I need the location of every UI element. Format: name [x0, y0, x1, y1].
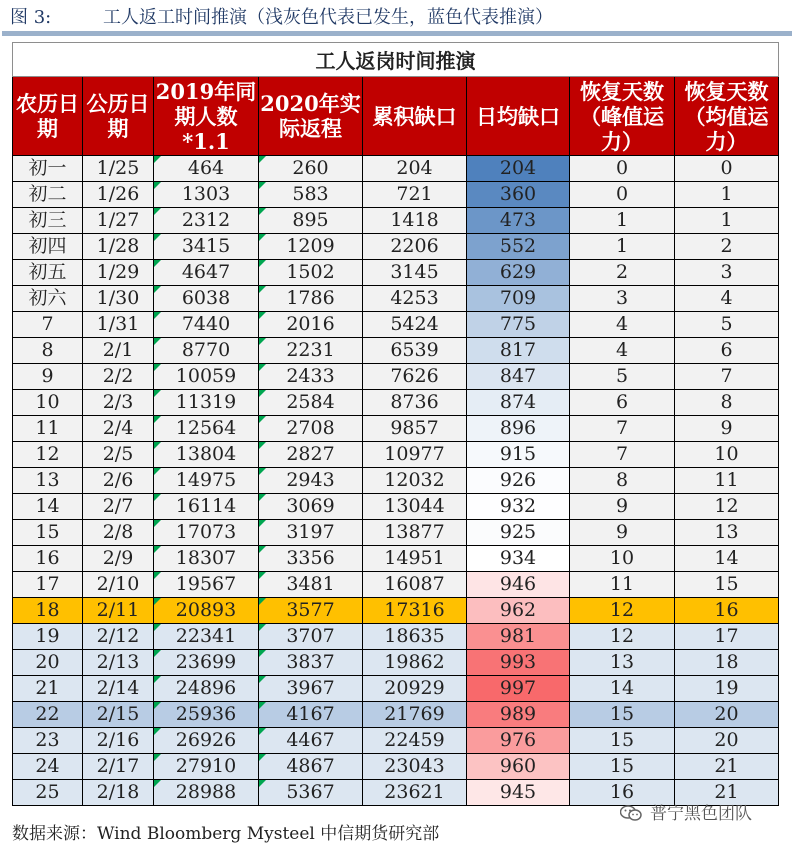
cell-daily-gap: 981	[467, 624, 570, 650]
table-row	[13, 390, 779, 416]
cell-daily-gap: 775	[467, 312, 570, 338]
cell-cumulative-gap: 14951	[363, 546, 467, 572]
cell-2019-same-period: 464	[154, 156, 259, 182]
cell-recovery-peak: 15	[570, 754, 675, 780]
table-row	[13, 156, 779, 182]
cell-lunar-date: 20	[13, 650, 83, 676]
watermark-text: 普宁黑色团队	[650, 804, 752, 824]
cell-daily-gap: 997	[467, 676, 570, 702]
cell-daily-gap: 934	[467, 546, 570, 572]
cell-daily-gap: 874	[467, 390, 570, 416]
cell-solar-date: 2/12	[83, 624, 154, 650]
cell-recovery-average: 5	[675, 312, 779, 338]
cell-recovery-peak: 7	[570, 442, 675, 468]
cell-recovery-peak: 9	[570, 520, 675, 546]
cell-daily-gap: 629	[467, 260, 570, 286]
header-lunar-date: 农历日期	[13, 77, 83, 156]
cell-lunar-date: 14	[13, 494, 83, 520]
table-row	[13, 234, 779, 260]
cell-lunar-date: 24	[13, 754, 83, 780]
cell-lunar-date: 23	[13, 728, 83, 754]
cell-cumulative-gap: 9857	[363, 416, 467, 442]
header-recovery-average: 恢复天数（均值运力）	[675, 77, 779, 156]
cell-cumulative-gap: 23621	[363, 780, 467, 806]
cell-2019-same-period: 28988	[154, 780, 259, 806]
cell-cumulative-gap: 10977	[363, 442, 467, 468]
table-row	[13, 624, 779, 650]
cell-lunar-date: 初一	[13, 156, 83, 182]
cell-daily-gap: 926	[467, 468, 570, 494]
figure-label: 图 3:	[10, 7, 52, 28]
cell-recovery-average: 18	[675, 650, 779, 676]
cell-daily-gap: 989	[467, 702, 570, 728]
cell-solar-date: 2/14	[83, 676, 154, 702]
cell-solar-date: 2/16	[83, 728, 154, 754]
cell-recovery-peak: 1	[570, 234, 675, 260]
cell-lunar-date: 9	[13, 364, 83, 390]
cell-recovery-peak: 4	[570, 312, 675, 338]
table-row	[13, 208, 779, 234]
cell-2019-same-period: 14975	[154, 468, 259, 494]
header-cumulative-gap: 累积缺口	[363, 77, 467, 156]
cell-recovery-peak: 2	[570, 260, 675, 286]
table-row	[13, 338, 779, 364]
cell-recovery-average: 14	[675, 546, 779, 572]
table-row	[13, 442, 779, 468]
cell-recovery-average: 9	[675, 416, 779, 442]
cell-2020-actual-return: 2584	[259, 390, 363, 416]
cell-recovery-peak: 15	[570, 728, 675, 754]
cell-lunar-date: 18	[13, 598, 83, 624]
cell-solar-date: 2/8	[83, 520, 154, 546]
cell-solar-date: 1/28	[83, 234, 154, 260]
cell-2019-same-period: 17073	[154, 520, 259, 546]
cell-cumulative-gap: 2206	[363, 234, 467, 260]
cell-cumulative-gap: 8736	[363, 390, 467, 416]
cell-2019-same-period: 7440	[154, 312, 259, 338]
cell-2019-same-period: 23699	[154, 650, 259, 676]
cell-solar-date: 1/25	[83, 156, 154, 182]
table-row	[13, 468, 779, 494]
table-row	[13, 572, 779, 598]
cell-2020-actual-return: 4867	[259, 754, 363, 780]
cell-solar-date: 1/29	[83, 260, 154, 286]
table-row	[13, 520, 779, 546]
table-row	[13, 416, 779, 442]
cell-recovery-average: 11	[675, 468, 779, 494]
cell-daily-gap: 962	[467, 598, 570, 624]
cell-lunar-date: 12	[13, 442, 83, 468]
cell-recovery-peak: 0	[570, 156, 675, 182]
cell-recovery-peak: 4	[570, 338, 675, 364]
cell-recovery-average: 4	[675, 286, 779, 312]
cell-lunar-date: 11	[13, 416, 83, 442]
table-row	[13, 650, 779, 676]
cell-recovery-average: 12	[675, 494, 779, 520]
cell-2019-same-period: 24896	[154, 676, 259, 702]
cell-lunar-date: 10	[13, 390, 83, 416]
cell-solar-date: 2/17	[83, 754, 154, 780]
cell-2020-actual-return: 260	[259, 156, 363, 182]
table-body	[13, 156, 779, 806]
cell-recovery-peak: 12	[570, 598, 675, 624]
cell-cumulative-gap: 19862	[363, 650, 467, 676]
cell-recovery-average: 21	[675, 754, 779, 780]
cell-daily-gap: 473	[467, 208, 570, 234]
cell-2019-same-period: 4647	[154, 260, 259, 286]
cell-solar-date: 1/26	[83, 182, 154, 208]
cell-2020-actual-return: 1786	[259, 286, 363, 312]
cell-recovery-peak: 11	[570, 572, 675, 598]
cell-lunar-date: 7	[13, 312, 83, 338]
table-row	[13, 702, 779, 728]
cell-recovery-average: 6	[675, 338, 779, 364]
cell-2019-same-period: 12564	[154, 416, 259, 442]
table-row	[13, 286, 779, 312]
cell-solar-date: 2/13	[83, 650, 154, 676]
cell-daily-gap: 817	[467, 338, 570, 364]
cell-recovery-average: 16	[675, 598, 779, 624]
cell-2020-actual-return: 2827	[259, 442, 363, 468]
cell-2020-actual-return: 3481	[259, 572, 363, 598]
cell-cumulative-gap: 13877	[363, 520, 467, 546]
header-solar-date: 公历日期	[83, 77, 154, 156]
cell-recovery-average: 13	[675, 520, 779, 546]
cell-2020-actual-return: 2016	[259, 312, 363, 338]
cell-cumulative-gap: 13044	[363, 494, 467, 520]
cell-lunar-date: 初二	[13, 182, 83, 208]
cell-lunar-date: 初四	[13, 234, 83, 260]
cell-cumulative-gap: 22459	[363, 728, 467, 754]
table-row	[13, 494, 779, 520]
cell-2019-same-period: 22341	[154, 624, 259, 650]
cell-recovery-peak: 10	[570, 546, 675, 572]
cell-2019-same-period: 25936	[154, 702, 259, 728]
cell-2019-same-period: 16114	[154, 494, 259, 520]
cell-solar-date: 2/1	[83, 338, 154, 364]
cell-recovery-average: 8	[675, 390, 779, 416]
table-row	[13, 260, 779, 286]
cell-cumulative-gap: 23043	[363, 754, 467, 780]
cell-solar-date: 2/2	[83, 364, 154, 390]
cell-2019-same-period: 10059	[154, 364, 259, 390]
cell-recovery-peak: 7	[570, 416, 675, 442]
cell-2019-same-period: 13804	[154, 442, 259, 468]
cell-recovery-average: 10	[675, 442, 779, 468]
cell-cumulative-gap: 6539	[363, 338, 467, 364]
cell-2019-same-period: 8770	[154, 338, 259, 364]
cell-2020-actual-return: 895	[259, 208, 363, 234]
cell-recovery-average: 3	[675, 260, 779, 286]
cell-2020-actual-return: 2708	[259, 416, 363, 442]
cell-recovery-average: 21	[675, 780, 779, 806]
cell-2019-same-period: 6038	[154, 286, 259, 312]
cell-2020-actual-return: 4467	[259, 728, 363, 754]
source-note: 数据来源：Wind Bloomberg Mysteel 中信期货研究部	[12, 824, 440, 844]
table-row	[13, 676, 779, 702]
cell-2020-actual-return: 3356	[259, 546, 363, 572]
cell-recovery-average: 15	[675, 572, 779, 598]
cell-daily-gap: 847	[467, 364, 570, 390]
cell-2020-actual-return: 1502	[259, 260, 363, 286]
table-caption: 工人返岗时间推演	[13, 43, 779, 77]
cell-recovery-peak: 14	[570, 676, 675, 702]
cell-recovery-peak: 3	[570, 286, 675, 312]
table-row	[13, 182, 779, 208]
cell-solar-date: 1/30	[83, 286, 154, 312]
cell-recovery-average: 0	[675, 156, 779, 182]
cell-solar-date: 1/27	[83, 208, 154, 234]
cell-recovery-average: 20	[675, 702, 779, 728]
cell-daily-gap: 709	[467, 286, 570, 312]
cell-cumulative-gap: 12032	[363, 468, 467, 494]
cell-daily-gap: 204	[467, 156, 570, 182]
cell-cumulative-gap: 21769	[363, 702, 467, 728]
cell-recovery-peak: 9	[570, 494, 675, 520]
cell-solar-date: 2/11	[83, 598, 154, 624]
cell-recovery-peak: 5	[570, 364, 675, 390]
cell-2020-actual-return: 2943	[259, 468, 363, 494]
cell-daily-gap: 552	[467, 234, 570, 260]
cell-2019-same-period: 20893	[154, 598, 259, 624]
cell-daily-gap: 960	[467, 754, 570, 780]
header-2019-same-period: 2019年同期人数*1.1	[154, 77, 259, 156]
cell-lunar-date: 15	[13, 520, 83, 546]
cell-2019-same-period: 11319	[154, 390, 259, 416]
figure-caption: 工人返工时间推演（浅灰色代表已发生，蓝色代表推演）	[103, 7, 553, 28]
cell-2020-actual-return: 5367	[259, 780, 363, 806]
cell-cumulative-gap: 7626	[363, 364, 467, 390]
cell-lunar-date: 初三	[13, 208, 83, 234]
cell-recovery-peak: 6	[570, 390, 675, 416]
cell-daily-gap: 915	[467, 442, 570, 468]
cell-cumulative-gap: 3145	[363, 260, 467, 286]
cell-recovery-peak: 0	[570, 182, 675, 208]
cell-recovery-average: 2	[675, 234, 779, 260]
cell-cumulative-gap: 5424	[363, 312, 467, 338]
header-2020-actual-return: 2020年实际返程	[259, 77, 363, 156]
cell-cumulative-gap: 16087	[363, 572, 467, 598]
cell-2020-actual-return: 1209	[259, 234, 363, 260]
cell-lunar-date: 初六	[13, 286, 83, 312]
cell-2019-same-period: 26926	[154, 728, 259, 754]
table-row	[13, 546, 779, 572]
header-recovery-peak: 恢复天数（峰值运力）	[570, 77, 675, 156]
cell-2019-same-period: 2312	[154, 208, 259, 234]
cell-2019-same-period: 3415	[154, 234, 259, 260]
cell-lunar-date: 21	[13, 676, 83, 702]
cell-2020-actual-return: 3197	[259, 520, 363, 546]
table-row	[13, 598, 779, 624]
cell-2019-same-period: 27910	[154, 754, 259, 780]
cell-solar-date: 2/9	[83, 546, 154, 572]
cell-cumulative-gap: 20929	[363, 676, 467, 702]
cell-solar-date: 2/6	[83, 468, 154, 494]
cell-daily-gap: 896	[467, 416, 570, 442]
cell-lunar-date: 13	[13, 468, 83, 494]
cell-solar-date: 2/18	[83, 780, 154, 806]
header-daily-gap: 日均缺口	[467, 77, 570, 156]
cell-2019-same-period: 18307	[154, 546, 259, 572]
cell-recovery-average: 17	[675, 624, 779, 650]
cell-daily-gap: 945	[467, 780, 570, 806]
cell-cumulative-gap: 204	[363, 156, 467, 182]
cell-lunar-date: 8	[13, 338, 83, 364]
cell-lunar-date: 17	[13, 572, 83, 598]
cell-cumulative-gap: 1418	[363, 208, 467, 234]
cell-2020-actual-return: 583	[259, 182, 363, 208]
cell-daily-gap: 946	[467, 572, 570, 598]
cell-2019-same-period: 19567	[154, 572, 259, 598]
cell-lunar-date: 19	[13, 624, 83, 650]
cell-daily-gap: 925	[467, 520, 570, 546]
cell-solar-date: 2/15	[83, 702, 154, 728]
cell-daily-gap: 360	[467, 182, 570, 208]
cell-2020-actual-return: 3967	[259, 676, 363, 702]
title-rule	[2, 31, 792, 36]
cell-solar-date: 2/7	[83, 494, 154, 520]
cell-lunar-date: 初五	[13, 260, 83, 286]
cell-solar-date: 2/5	[83, 442, 154, 468]
cell-2020-actual-return: 3577	[259, 598, 363, 624]
wechat-icon	[620, 805, 642, 821]
cell-2020-actual-return: 3707	[259, 624, 363, 650]
gap-table	[12, 42, 779, 806]
cell-cumulative-gap: 4253	[363, 286, 467, 312]
cell-2020-actual-return: 3837	[259, 650, 363, 676]
header-row	[13, 77, 779, 156]
cell-solar-date: 2/3	[83, 390, 154, 416]
cell-lunar-date: 22	[13, 702, 83, 728]
cell-cumulative-gap: 17316	[363, 598, 467, 624]
cell-recovery-average: 19	[675, 676, 779, 702]
cell-2020-actual-return: 2231	[259, 338, 363, 364]
cell-recovery-average: 1	[675, 208, 779, 234]
cell-recovery-peak: 16	[570, 780, 675, 806]
cell-recovery-peak: 12	[570, 624, 675, 650]
watermark	[620, 799, 752, 824]
cell-2020-actual-return: 4167	[259, 702, 363, 728]
cell-2020-actual-return: 3069	[259, 494, 363, 520]
table-row	[13, 754, 779, 780]
table-row	[13, 364, 779, 390]
cell-daily-gap: 993	[467, 650, 570, 676]
table-row	[13, 312, 779, 338]
cell-cumulative-gap: 721	[363, 182, 467, 208]
cell-recovery-peak: 15	[570, 702, 675, 728]
cell-recovery-average: 1	[675, 182, 779, 208]
cell-2019-same-period: 1303	[154, 182, 259, 208]
cell-recovery-peak: 1	[570, 208, 675, 234]
table-row	[13, 728, 779, 754]
cell-daily-gap: 976	[467, 728, 570, 754]
figure-title	[10, 3, 553, 29]
cell-recovery-average: 20	[675, 728, 779, 754]
cell-cumulative-gap: 18635	[363, 624, 467, 650]
cell-lunar-date: 16	[13, 546, 83, 572]
cell-lunar-date: 25	[13, 780, 83, 806]
cell-recovery-peak: 8	[570, 468, 675, 494]
cell-recovery-average: 7	[675, 364, 779, 390]
cell-recovery-peak: 13	[570, 650, 675, 676]
cell-solar-date: 2/10	[83, 572, 154, 598]
cell-solar-date: 2/4	[83, 416, 154, 442]
cell-2020-actual-return: 2433	[259, 364, 363, 390]
cell-solar-date: 1/31	[83, 312, 154, 338]
cell-daily-gap: 932	[467, 494, 570, 520]
